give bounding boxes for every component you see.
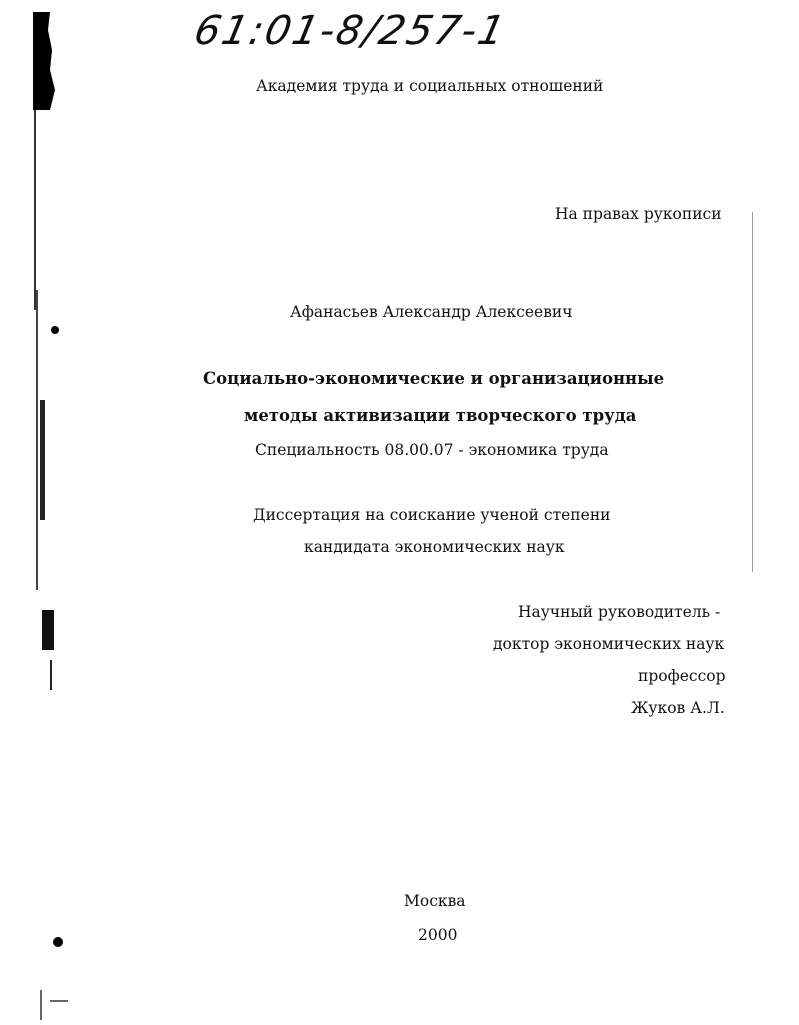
title-line-2: методы активизации творческого труда (244, 406, 637, 425)
specialty: Специальность 08.00.07 - экономика труда (255, 441, 609, 459)
author-name: Афанасьев Александр Алексеевич (290, 303, 573, 321)
degree-line-2: кандидата экономических наук (304, 538, 565, 556)
institution: Академия труда и социальных отношений (256, 77, 604, 95)
supervisor-name: Жуков А.Л. (631, 699, 725, 717)
supervisor-label: Научный руководитель - (518, 603, 721, 621)
rights-note: На правах рукописи (555, 205, 722, 223)
scan-edge-artifacts (0, 0, 80, 1025)
scan-right-line (752, 212, 753, 572)
degree-line-1: Диссертация на соискание ученой степени (253, 506, 611, 524)
year: 2000 (418, 926, 458, 944)
supervisor-rank: профессор (638, 667, 726, 685)
city: Москва (404, 892, 466, 910)
archive-code-handwritten: 61:01-8/257-1 (190, 8, 511, 54)
supervisor-degree: доктор экономических наук (493, 635, 725, 653)
title-line-1: Социально-экономические и организационные (203, 369, 665, 388)
